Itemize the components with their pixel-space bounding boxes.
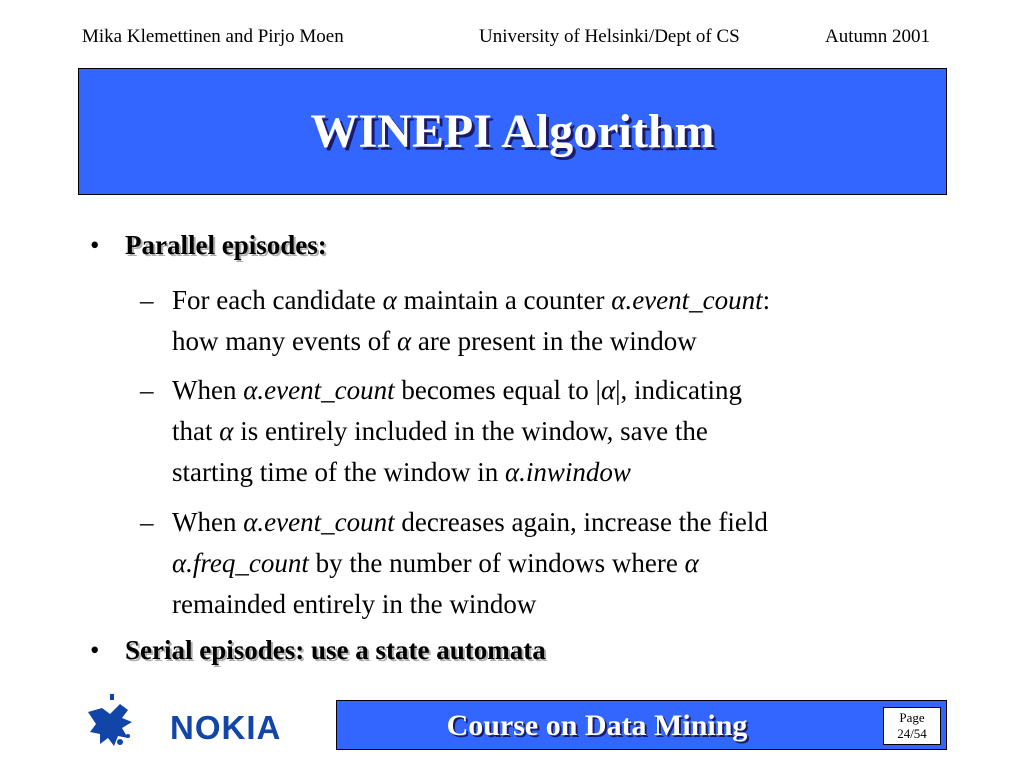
text-run: becomes equal to |	[394, 375, 601, 405]
text-run: remainded entirely in the window	[172, 589, 537, 619]
variable-event-count: α.event_count	[243, 507, 395, 537]
sub-marker: –	[140, 375, 154, 405]
footer-banner	[336, 700, 947, 750]
variable-inwindow: α.inwindow	[504, 457, 631, 487]
slide-title: WINEPI Algorithm	[310, 105, 715, 158]
text-run: how many events of	[172, 326, 397, 356]
text-run: decreases again, increase the field	[394, 507, 768, 537]
sub-marker: –	[140, 285, 154, 315]
header-university: University of Helsinki/Dept of CS	[479, 26, 740, 47]
text-run: When	[172, 375, 244, 405]
text-run: that	[172, 416, 220, 446]
text-run: are present in the window	[411, 326, 697, 356]
sub-item-text	[172, 370, 742, 493]
nokia-logo-text: NOKIA	[170, 709, 282, 746]
sub-marker: –	[140, 507, 154, 537]
text-run: starting time of the window in	[172, 457, 505, 487]
page-number: 24/54	[897, 726, 927, 741]
header-date: Autumn 2001	[825, 26, 931, 47]
bullet-marker: •	[90, 635, 100, 665]
bullet-text: Serial episodes: use a state automata	[125, 635, 546, 665]
text-run: When	[172, 507, 244, 537]
page-indicator	[883, 707, 941, 745]
sub-item-text	[172, 280, 770, 362]
text-run: is entirely included in the window, save the	[233, 416, 708, 446]
text-run: maintain a counter	[396, 285, 612, 315]
page-label: Page	[899, 710, 925, 725]
text-run: |, indicating	[615, 375, 743, 405]
alpha-symbol: α	[382, 285, 397, 315]
header-authors: Mika Klemettinen and Pirjo Moen	[82, 26, 344, 47]
variable-event-count: α.event_count	[243, 375, 395, 405]
alpha-symbol: α	[684, 548, 699, 578]
text-run: :	[762, 285, 771, 315]
alpha-symbol: α	[219, 416, 234, 446]
sub-item-text	[172, 502, 768, 625]
bullet-text: Parallel episodes:	[125, 230, 327, 260]
alpha-symbol: α	[600, 375, 616, 405]
variable-freq-count: α.freq_count	[172, 548, 309, 578]
text-run: For each candidate	[172, 285, 383, 315]
course-title: Course on Data Mining	[446, 709, 748, 742]
slide-header	[0, 26, 1024, 56]
bullet-marker: •	[90, 230, 100, 260]
variable-event-count: α.event_count	[611, 285, 763, 315]
text-run: by the number of windows where	[308, 548, 685, 578]
alpha-symbol: α	[396, 326, 412, 356]
title-banner	[78, 68, 947, 195]
